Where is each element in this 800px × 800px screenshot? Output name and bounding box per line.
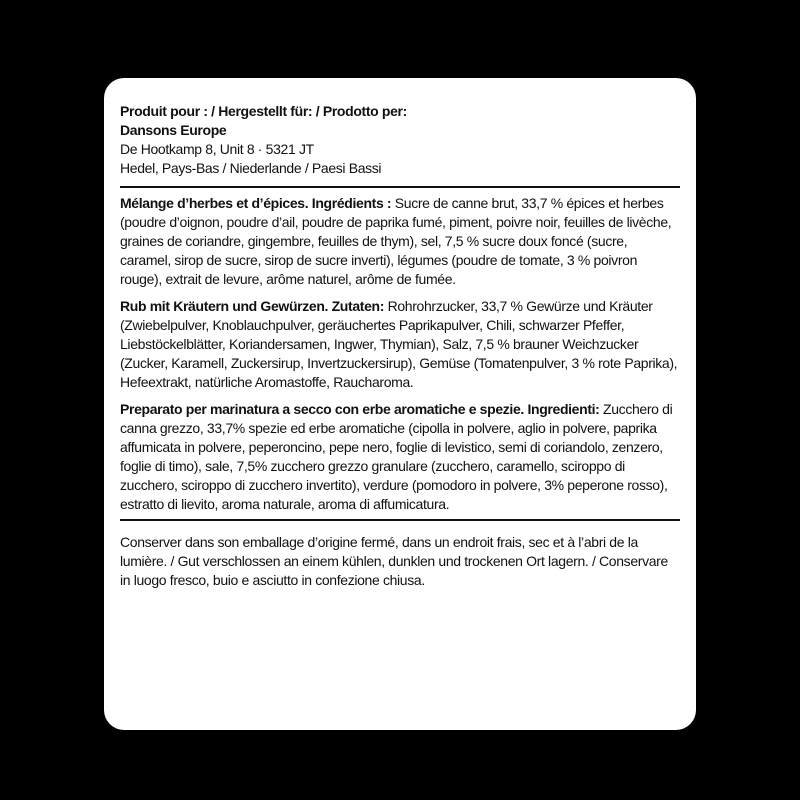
company-name: Dansons Europe bbox=[120, 122, 227, 138]
address-line-2: Hedel, Pays-Bas / Niederlande / Paesi Bassi bbox=[120, 160, 382, 176]
ingredients-de bbox=[120, 294, 680, 397]
ingredients-de-title: Rub mit Kräutern und Gewürzen. Zutaten: bbox=[120, 298, 385, 314]
producer-heading: Produit pour : / Hergestellt für: / Prodotto per: bbox=[120, 103, 407, 119]
ingredients-de-text: Rohrohrzucker, 33,7 % Gewürze und Kräuter (Zwiebelpulver, Knoblauchpulver, geräuchertes Paprikapulver, Chili, schwarzer Pfeffer, Liebstöckelblätter, Koriandersamen, Ingwer, Thymian), Salz, 7,5 % brauner Weichzucker (Zucker, Karamell, Zuckersirup, Invertzuckersirup), Gemüse (Tomatenpulver, 3 % rote Paprika), Hefeextrakt, natürliche Aromastoffe, Raucharoma. bbox=[120, 298, 678, 390]
ingredients-fr bbox=[120, 188, 680, 294]
ingredients-it-title: Preparato per marinatura a secco con erbe aromatiche e spezie. Ingredienti: bbox=[120, 401, 600, 417]
ingredients-it bbox=[120, 397, 680, 519]
producer-block bbox=[120, 102, 680, 186]
ingredients-fr-text: Sucre de canne brut, 33,7 % épices et herbes (poudre d’oignon, poudre d’ail, poudre de paprika fumé, piment, poivre noir, feuilles de livèche, graines de coriandre, gingembre, feuilles de thym), sel, 7,5 % sucre doux foncé (sucre, caramel, sirop de sucre, sirop de sucre inverti), légumes (poudre de tomate, 3 % poivron rouge), extrait de levure, arôme naturel, arôme de fumée. bbox=[120, 195, 672, 287]
storage-instructions: Conserver dans son emballage d’origine fermé, dans un endroit frais, sec et à l’abri de la lumière. / Gut verschlossen an einem kühlen, dunklen und trockenen Ort lagern. / Conservare in luogo fresco, buio e asciutto in confezione chiusa. bbox=[120, 534, 668, 588]
ingredients-fr-title: Mélange d’herbes et d’épices. Ingrédients : bbox=[120, 195, 392, 211]
ingredients-it-text: Zucchero di canna grezzo, 33,7% spezie ed erbe aromatiche (cipolla in polvere, aglio in polvere, paprika affumicata in polvere, peperoncino, pepe nero, foglie di levistico, semi di coriandolo, zenzero, foglie di timo), sale, 7,5% zucchero grezzo granulare (zucchero, caramello, sciroppo di zucchero, sciroppo di zucchero invertito), verdure (pomodoro in polvere, 3% peperone rosso), estratto di lievito, aroma naturale, aroma di affumicatura. bbox=[120, 401, 673, 512]
product-label bbox=[104, 78, 696, 730]
address-line-1: De Hootkamp 8, Unit 8 · 5321 JT bbox=[120, 141, 314, 157]
